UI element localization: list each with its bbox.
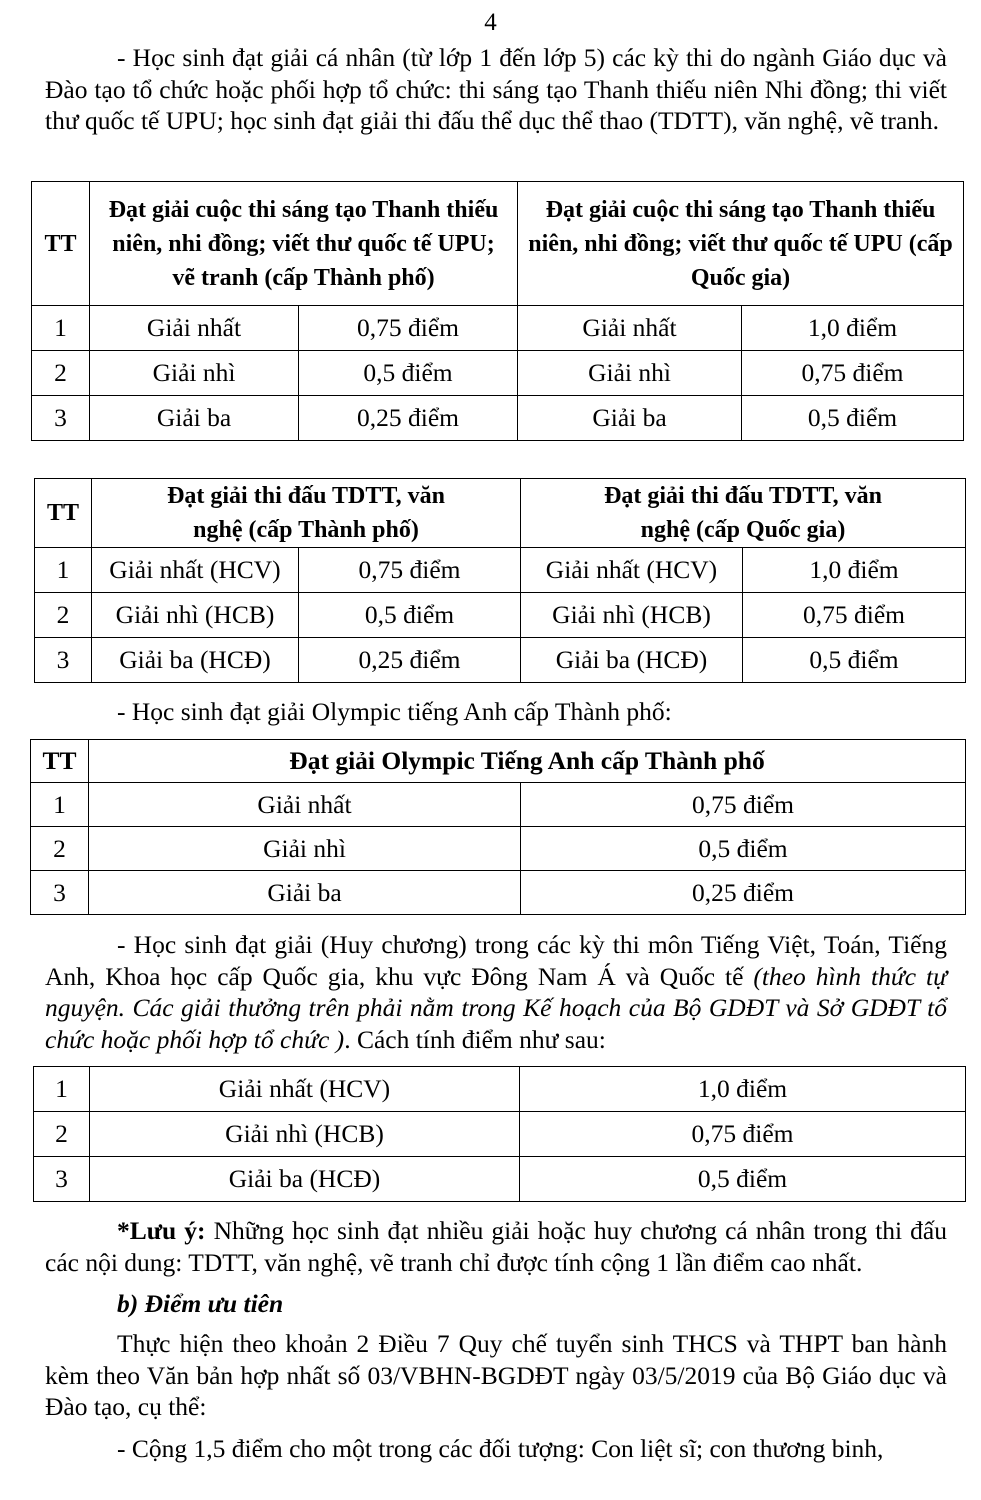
row-number: 2 bbox=[31, 827, 89, 871]
medal-text-2: . Cách tính điểm như sau: bbox=[344, 1024, 606, 1054]
row-number: 1 bbox=[32, 306, 90, 351]
table-row bbox=[34, 1112, 966, 1157]
national-points: 1,0 điểm bbox=[743, 548, 966, 593]
national-prize: Giải nhì bbox=[518, 351, 742, 396]
row-number: 1 bbox=[31, 783, 89, 827]
medal-text-1: - Học sinh đạt giải (Huy chương) trong các kỳ thi môn Tiếng Việt, Toán, Tiếng Anh, Khoa học cấp Quốc gia, khu vực Đông Nam Á và Quốc tế bbox=[45, 930, 947, 991]
table-sports-arts bbox=[34, 478, 966, 683]
city-prize: Giải ba (HCĐ) bbox=[92, 638, 299, 683]
col-tt: TT bbox=[32, 182, 90, 306]
city-points: 0,25 điểm bbox=[299, 396, 518, 441]
city-prize: Giải nhì (HCB) bbox=[92, 593, 299, 638]
row-number: 1 bbox=[35, 548, 92, 593]
points: 0,5 điểm bbox=[520, 1157, 966, 1202]
prize: Giải nhì bbox=[89, 827, 521, 871]
national-points: 1,0 điểm bbox=[742, 306, 964, 351]
col-tt: TT bbox=[31, 740, 89, 783]
prize: Giải nhất bbox=[89, 783, 521, 827]
intro-paragraph bbox=[45, 42, 947, 137]
city-points: 0,5 điểm bbox=[299, 593, 521, 638]
table-row bbox=[32, 306, 964, 351]
table-row bbox=[32, 396, 964, 441]
page-number: 4 bbox=[484, 9, 497, 36]
note-text: Những học sinh đạt nhiều giải hoặc huy chương cá nhân trong thi đấu các nội dung: TDTT, văn nghệ, vẽ tranh chỉ được tính cộng 1 lần điểm cao nhất. bbox=[45, 1216, 947, 1277]
section-b-paragraph bbox=[45, 1328, 947, 1423]
prize: Giải nhì (HCB) bbox=[90, 1112, 520, 1157]
table-arts-contest bbox=[31, 181, 964, 441]
table-row bbox=[31, 871, 966, 915]
row-number: 3 bbox=[34, 1157, 90, 1202]
city-prize: Giải nhì bbox=[90, 351, 299, 396]
city-points: 0,5 điểm bbox=[299, 351, 518, 396]
row-number: 2 bbox=[35, 593, 92, 638]
city-prize: Giải ba bbox=[90, 396, 299, 441]
header-national-level: Đạt giải thi đấu TDTT, văn nghệ (cấp Quốc gia) bbox=[521, 479, 966, 548]
national-points: 0,75 điểm bbox=[743, 593, 966, 638]
prize: Giải ba (HCĐ) bbox=[90, 1157, 520, 1202]
row-number: 2 bbox=[32, 351, 90, 396]
table-medals bbox=[33, 1066, 966, 1202]
national-prize: Giải ba (HCĐ) bbox=[521, 638, 743, 683]
olympic-text: - Học sinh đạt giải Olympic tiếng Anh cấp Thành phố: bbox=[117, 697, 672, 726]
medal-paragraph bbox=[45, 929, 947, 1055]
section-b-title: b) Điểm ưu tiên bbox=[117, 1289, 284, 1318]
points: 0,75 điểm bbox=[520, 1112, 966, 1157]
national-points: 0,5 điểm bbox=[742, 396, 964, 441]
header-city-level: Đạt giải cuộc thi sáng tạo Thanh thiếu niên, nhi đồng; viết thư quốc tế UPU; vẽ tranh (cấp Thành phố) bbox=[90, 182, 518, 306]
table-row bbox=[34, 1067, 966, 1112]
intro-text: - Học sinh đạt giải cá nhân (từ lớp 1 đến lớp 5) các kỳ thi do ngành Giáo dục và Đào tạo tổ chức hoặc phối hợp tổ chức: thi sáng tạo Thanh thiếu niên Nhi đồng; thi viết thư quốc tế UPU; học sinh đạt giải thi đấu thể dục thể thao (TDTT), văn nghệ, vẽ tranh. bbox=[45, 43, 947, 135]
table-row bbox=[34, 1157, 966, 1202]
medal-text-italic: (theo hình thức tự nguyện. Các giải thưởng trên phải nằm trong Kế hoạch của Bộ GDĐT và Sở GDĐT tổ chức hoặc phối hợp tổ chức ) bbox=[45, 961, 947, 1054]
section-b-text: Thực hiện theo khoản 2 Điều 7 Quy chế tuyển sinh THCS và THPT ban hành kèm theo Văn bản hợp nhất số 03/VBHN-BGDĐT ngày 03/5/2019 của Bộ Giáo dục và Đào tạo, cụ thể: bbox=[45, 1329, 947, 1421]
points: 0,5 điểm bbox=[521, 827, 966, 871]
note-label: *Lưu ý: bbox=[117, 1216, 206, 1245]
table-row bbox=[35, 638, 966, 683]
points: 0,25 điểm bbox=[521, 871, 966, 915]
section-b-heading bbox=[45, 1288, 947, 1320]
national-points: 0,75 điểm bbox=[742, 351, 964, 396]
row-number: 1 bbox=[34, 1067, 90, 1112]
table-row bbox=[31, 827, 966, 871]
header-national-level: Đạt giải cuộc thi sáng tạo Thanh thiếu niên, nhi đồng; viết thư quốc tế UPU (cấp Quốc gia) bbox=[518, 182, 964, 306]
national-prize: Giải nhì (HCB) bbox=[521, 593, 743, 638]
row-number: 3 bbox=[32, 396, 90, 441]
prize: Giải nhất (HCV) bbox=[90, 1067, 520, 1112]
row-number: 3 bbox=[31, 871, 89, 915]
note-paragraph bbox=[45, 1215, 947, 1278]
city-prize: Giải nhất (HCV) bbox=[92, 548, 299, 593]
row-number: 3 bbox=[35, 638, 92, 683]
table-row bbox=[35, 593, 966, 638]
city-points: 0,75 điểm bbox=[299, 306, 518, 351]
city-points: 0,75 điểm bbox=[299, 548, 521, 593]
national-points: 0,5 điểm bbox=[743, 638, 966, 683]
row-number: 2 bbox=[34, 1112, 90, 1157]
header-city-level: Đạt giải thi đấu TDTT, văn nghệ (cấp Thành phố) bbox=[92, 479, 521, 548]
points: 0,75 điểm bbox=[521, 783, 966, 827]
prize: Giải ba bbox=[89, 871, 521, 915]
national-prize: Giải nhất bbox=[518, 306, 742, 351]
table-row bbox=[31, 783, 966, 827]
col-tt: TT bbox=[35, 479, 92, 548]
bonus-text: - Cộng 1,5 điểm cho một trong các đối tượng: Con liệt sĩ; con thương binh, bbox=[117, 1434, 884, 1463]
header-olympic: Đạt giải Olympic Tiếng Anh cấp Thành phố bbox=[89, 740, 966, 783]
points: 1,0 điểm bbox=[520, 1067, 966, 1112]
table-row bbox=[35, 548, 966, 593]
olympic-paragraph bbox=[45, 696, 947, 728]
national-prize: Giải ba bbox=[518, 396, 742, 441]
national-prize: Giải nhất (HCV) bbox=[521, 548, 743, 593]
city-points: 0,25 điểm bbox=[299, 638, 521, 683]
table-row bbox=[32, 351, 964, 396]
table-olympic-english bbox=[30, 739, 966, 915]
city-prize: Giải nhất bbox=[90, 306, 299, 351]
bonus-line bbox=[45, 1433, 947, 1465]
